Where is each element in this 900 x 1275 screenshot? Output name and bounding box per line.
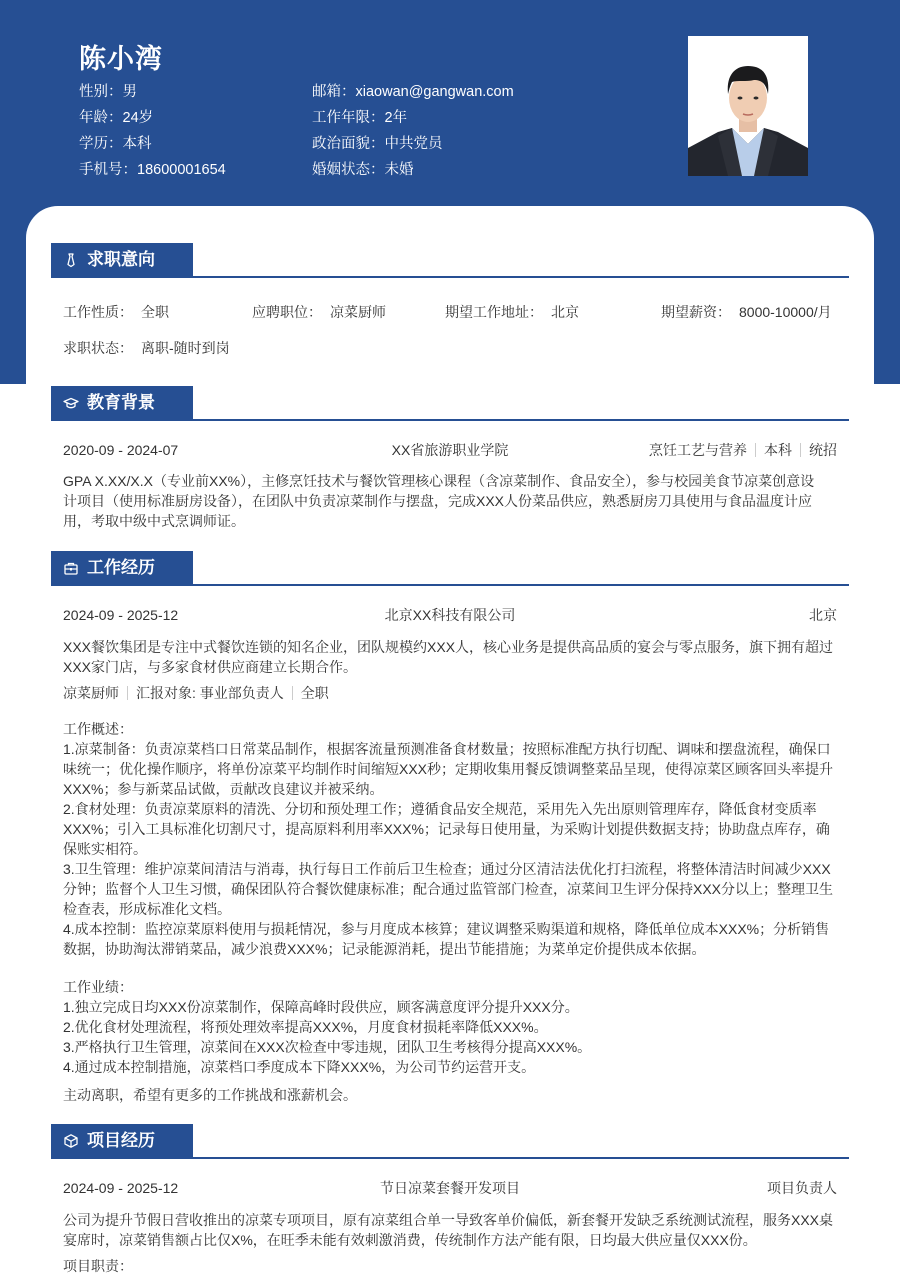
work-achievements — [63, 977, 839, 1077]
text-line: GPA X.XX/X.X（专业前XX%），主修烹饪技术与餐饮管理核心课程（含凉菜制作、食品安全），参与校园美食节凉菜创意设 — [63, 473, 815, 489]
education-degree: 本科 — [764, 442, 792, 458]
separator — [127, 686, 128, 700]
education-description — [63, 471, 839, 531]
intent-position — [252, 302, 386, 322]
intent-location — [445, 302, 579, 322]
work-period: 2024-09 - 2025-12 — [63, 607, 179, 623]
info-age — [79, 108, 226, 134]
basic-info-left — [79, 82, 226, 186]
info-education — [79, 134, 226, 160]
project-duties-title: 项目职责： — [63, 1258, 133, 1274]
intent-value: 全职 — [141, 304, 169, 320]
info-label: 手机号： — [79, 162, 137, 178]
info-marital — [312, 160, 514, 186]
section-tab-project — [51, 1124, 193, 1158]
text-line: XXX家门店，与多家食材供应商建立长期合作。 — [63, 659, 358, 675]
intent-value: 8000-10000/月 — [739, 304, 832, 320]
section-title: 求职意向 — [87, 250, 155, 269]
project-name: 节日凉菜套餐开发项目 — [380, 1180, 520, 1196]
work-meta — [63, 683, 839, 703]
intent-label: 期望工作地址： — [445, 304, 543, 320]
basic-info-right — [312, 82, 514, 186]
work-company: 北京XX科技有限公司 — [384, 607, 516, 623]
text-line: 2.优化食材处理流程，将预处理效率提高XXX%，月度食材损耗率降低XXX%。 — [63, 1019, 548, 1035]
info-value: xiaowan@gangwan.com — [355, 84, 514, 100]
info-label: 学历： — [79, 136, 123, 152]
info-value: 24岁 — [122, 110, 154, 126]
education-row — [63, 440, 837, 460]
graduation-cap-icon — [63, 395, 79, 411]
candidate-name: 陈小湾 — [79, 44, 163, 74]
text-line: 数据，协助淘汰滞销菜品，减少浪费XXX%；记录能源消耗，提出节能措施；为菜单定价提供成本依据。 — [63, 941, 706, 957]
section-title: 项目经历 — [87, 1131, 155, 1150]
text-line: XXX%；引入工具标准化切割尺寸，提高原料利用率XXX%；记录每日使用量，为采购计划提供数据支持；协助盘点库存，确 — [63, 821, 830, 837]
section-title: 工作经历 — [87, 558, 155, 577]
project-duties — [63, 1256, 839, 1275]
info-value: 本科 — [122, 136, 152, 152]
separator — [800, 443, 801, 457]
intent-label: 求职状态： — [63, 340, 133, 356]
info-label: 工作年限： — [312, 110, 385, 126]
info-political — [312, 134, 514, 160]
info-label: 年龄： — [79, 110, 123, 126]
intent-status — [63, 338, 230, 358]
section-tab-intent — [51, 243, 193, 277]
section-header-project — [51, 1124, 849, 1159]
work-report-to: 汇报对象: 事业部负责人 — [136, 685, 284, 701]
work-row — [63, 605, 837, 625]
intent-value: 离职-随时到岗 — [141, 340, 230, 356]
info-gender — [79, 82, 226, 108]
text-line: 味统一；优化操作顺序，将单份凉菜平均制作时间缩短XXX秒；定期收集用餐反馈调整菜品呈现，使得凉菜区顾客回头率提升 — [63, 761, 834, 777]
section-header-work — [51, 551, 849, 586]
intent-salary — [661, 302, 832, 322]
section-header-education — [51, 386, 849, 421]
info-label: 邮箱： — [312, 84, 356, 100]
text-line: 2.食材处理：负责凉菜原料的清洗、分切和预处理工作；遵循食品安全规范，采用先入先出原则管理库存，降低食材变质率 — [63, 801, 817, 817]
work-summary-title: 工作概述： — [63, 721, 133, 737]
text-line: 3.卫生管理：维护凉菜间清洁与消毒，执行每日工作前后卫生检查；通过分区清洁法优化打扫流程，将整体清洁时间减少XXX — [63, 861, 831, 877]
cube-icon — [63, 1133, 79, 1149]
info-value: 2年 — [384, 110, 408, 126]
intent-label: 期望薪资： — [661, 304, 731, 320]
separator — [755, 443, 756, 457]
text-line: XXX餐饮集团是专注中式餐饮连锁的知名企业，团队规模约XXX人，核心业务是提供高品质的宴会与零点服务，旗下拥有超过 — [63, 639, 834, 655]
text-line: 用，考取中级中式烹调师证。 — [63, 513, 245, 529]
text-line: 保账实相符。 — [63, 841, 147, 857]
work-summary — [63, 719, 839, 959]
info-label: 性别： — [79, 84, 123, 100]
info-value: 18600001654 — [137, 162, 226, 178]
briefcase-icon — [63, 560, 79, 576]
education-major: 烹饪工艺与营养 — [649, 442, 747, 458]
text-line: 检查表，形成标准化文档。 — [63, 901, 231, 917]
education-period: 2020-09 - 2024-07 — [63, 442, 179, 458]
leave-reason — [63, 1085, 839, 1105]
text-line: 1.凉菜制备：负责凉菜档口日常菜品制作，根据客流量预测准备食材数量；按照标准配方执行切配、调味和摆盘流程，确保口 — [63, 741, 831, 757]
work-achievements-title: 工作业绩： — [63, 979, 133, 995]
intent-value: 凉菜厨师 — [330, 304, 386, 320]
info-label: 政治面貌： — [312, 136, 385, 152]
info-work-years — [312, 108, 514, 134]
section-header-intent — [51, 243, 849, 278]
text-line: 3.严格执行卫生管理，凉菜间在XXX次检查中零违规，团队卫生考核得分提高XXX%。 — [63, 1039, 592, 1055]
section-tab-education — [51, 386, 193, 420]
info-value: 未婚 — [384, 162, 414, 178]
section-title: 教育背景 — [87, 393, 155, 412]
project-period: 2024-09 - 2025-12 — [63, 1180, 179, 1196]
text-line: 分钟；监督个人卫生习惯，确保团队符合餐饮健康标准；配合通过监管部门检查，凉菜间卫生评分保持XXX分以上；整理卫生 — [63, 881, 834, 897]
work-role: 凉菜厨师 — [63, 685, 119, 701]
project-role: 项目负责人 — [767, 1180, 837, 1196]
intent-value: 北京 — [551, 304, 579, 320]
text-line: 主动离职，希望有更多的工作挑战和涨薪机会。 — [63, 1087, 357, 1103]
info-email — [312, 82, 514, 108]
info-phone — [79, 160, 226, 186]
intent-job-type — [63, 302, 169, 322]
intent-label: 工作性质： — [63, 304, 133, 320]
text-line: 4.成本控制：监控凉菜原料使用与损耗情况，参与月度成本核算；建议调整采购渠道和规格，降低单位成本XXX%；分析销售 — [63, 921, 830, 937]
text-line: 4.通过成本控制措施，凉菜档口季度成本下降XXX%，为公司节约运营开支。 — [63, 1059, 536, 1075]
section-tab-work — [51, 551, 193, 585]
info-value: 男 — [122, 84, 137, 100]
text-line: 计项目（使用标准厨房设备），在团队中负责凉菜制作与摆盘，完成XXX人份菜品供应，熟悉厨房刀具使用与食品温度计应 — [63, 493, 813, 509]
text-line: 公司为提升节假日营收推出的凉菜专项项目，原有凉菜组合单一导致客单价偏低，新套餐开发缺乏系统测试流程，服务XXX桌 — [63, 1212, 834, 1228]
education-school: XX省旅游职业学院 — [391, 442, 509, 458]
work-city: 北京 — [809, 607, 837, 623]
separator — [292, 686, 293, 700]
text-line: 1.独立完成日均XXX份凉菜制作，保障高峰时段供应，顾客满意度评分提升XXX分。 — [63, 999, 579, 1015]
avatar-photo — [688, 36, 808, 176]
education-meta — [649, 440, 837, 460]
text-line: 宴席时，凉菜销售额占比仅X%，在旺季未能有效刺激消费，传统制作方法产能有限，日均最大供应量仅XXX份。 — [63, 1232, 757, 1248]
info-value: 中共党员 — [384, 136, 443, 152]
text-line: XXX%；参与新菜品试做，贡献改良建议并被采纳。 — [63, 781, 384, 797]
project-description — [63, 1210, 839, 1250]
education-type: 统招 — [809, 442, 837, 458]
project-row — [63, 1178, 837, 1198]
person-portrait-icon — [688, 36, 808, 176]
info-label: 婚姻状态： — [312, 162, 385, 178]
work-job-type: 全职 — [300, 685, 329, 701]
intent-label: 应聘职位： — [252, 304, 322, 320]
company-description — [63, 637, 839, 677]
tie-icon — [63, 252, 79, 268]
